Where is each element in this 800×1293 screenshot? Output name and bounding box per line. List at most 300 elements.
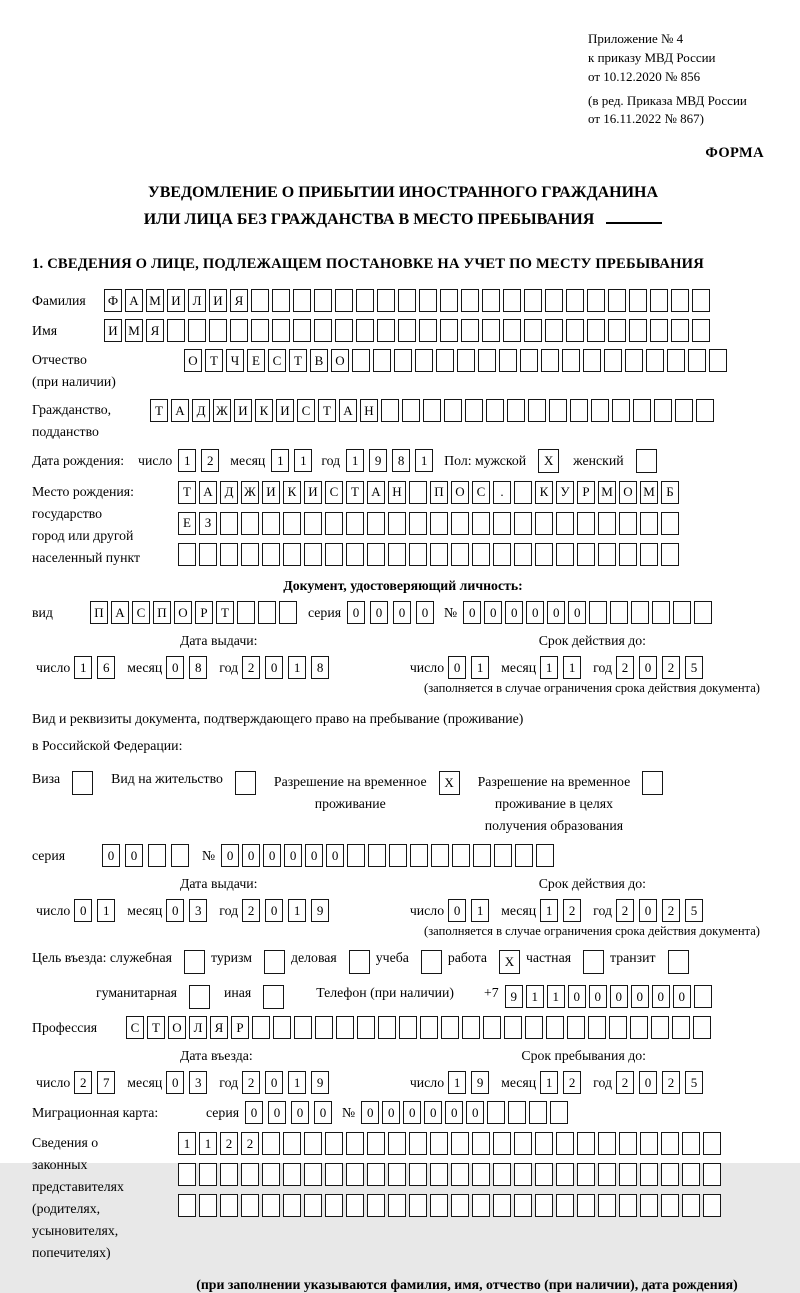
- char-box[interactable]: [430, 1163, 448, 1186]
- char-box[interactable]: [314, 289, 332, 312]
- char-box[interactable]: 0: [445, 1101, 463, 1124]
- char-box[interactable]: [515, 844, 533, 867]
- char-box[interactable]: 2: [241, 1132, 259, 1155]
- char-box[interactable]: [262, 1132, 280, 1155]
- char-box[interactable]: [667, 349, 685, 372]
- char-box[interactable]: [535, 1194, 553, 1217]
- char-box[interactable]: [440, 289, 458, 312]
- char-box[interactable]: [514, 1132, 532, 1155]
- char-box[interactable]: [241, 1163, 259, 1186]
- char-box[interactable]: [294, 1016, 312, 1039]
- char-box[interactable]: [148, 844, 166, 867]
- char-box[interactable]: 0: [393, 601, 411, 624]
- char-box[interactable]: Р: [577, 481, 595, 504]
- char-box[interactable]: 0: [652, 985, 670, 1008]
- char-box[interactable]: Ж: [241, 481, 259, 504]
- purpose-other-checkbox[interactable]: [263, 985, 284, 1009]
- char-box[interactable]: [598, 543, 616, 566]
- char-box[interactable]: [587, 319, 605, 342]
- char-box[interactable]: [241, 1194, 259, 1217]
- char-box[interactable]: [241, 512, 259, 535]
- char-box[interactable]: [304, 1132, 322, 1155]
- char-box[interactable]: [410, 844, 428, 867]
- char-box[interactable]: 0: [424, 1101, 442, 1124]
- char-box[interactable]: 0: [347, 601, 365, 624]
- char-box[interactable]: [577, 512, 595, 535]
- char-box[interactable]: [220, 543, 238, 566]
- char-box[interactable]: 0: [265, 656, 283, 679]
- char-box[interactable]: [661, 1163, 679, 1186]
- char-box[interactable]: [389, 844, 407, 867]
- char-box[interactable]: [367, 1194, 385, 1217]
- char-box[interactable]: [483, 1016, 501, 1039]
- char-box[interactable]: [335, 319, 353, 342]
- char-box[interactable]: 0: [673, 985, 691, 1008]
- char-box[interactable]: [630, 1016, 648, 1039]
- char-box[interactable]: [378, 1016, 396, 1039]
- char-box[interactable]: 0: [639, 656, 657, 679]
- char-box[interactable]: 1: [288, 656, 306, 679]
- char-box[interactable]: [650, 319, 668, 342]
- char-box[interactable]: Л: [188, 289, 206, 312]
- char-box[interactable]: [399, 1016, 417, 1039]
- char-box[interactable]: [545, 319, 563, 342]
- char-box[interactable]: [178, 543, 196, 566]
- char-box[interactable]: О: [451, 481, 469, 504]
- char-box[interactable]: [409, 1163, 427, 1186]
- char-box[interactable]: [652, 601, 670, 624]
- char-box[interactable]: З: [199, 512, 217, 535]
- char-box[interactable]: [535, 1163, 553, 1186]
- char-box[interactable]: [430, 512, 448, 535]
- char-box[interactable]: 2: [242, 1071, 260, 1094]
- char-box[interactable]: [672, 1016, 690, 1039]
- char-box[interactable]: [377, 319, 395, 342]
- char-box[interactable]: Д: [192, 399, 210, 422]
- char-box[interactable]: [598, 1163, 616, 1186]
- char-box[interactable]: 0: [448, 899, 466, 922]
- char-box[interactable]: 0: [547, 601, 565, 624]
- char-box[interactable]: [566, 289, 584, 312]
- char-box[interactable]: [314, 319, 332, 342]
- char-box[interactable]: [409, 1194, 427, 1217]
- char-box[interactable]: [279, 601, 297, 624]
- char-box[interactable]: 0: [639, 899, 657, 922]
- char-box[interactable]: [409, 1132, 427, 1155]
- char-box[interactable]: Т: [150, 399, 168, 422]
- purpose-transit-checkbox[interactable]: [668, 950, 689, 974]
- char-box[interactable]: 1: [178, 1132, 196, 1155]
- char-box[interactable]: Е: [247, 349, 265, 372]
- char-box[interactable]: [625, 349, 643, 372]
- char-box[interactable]: [587, 289, 605, 312]
- char-box[interactable]: 2: [616, 1071, 634, 1094]
- char-box[interactable]: 8: [392, 449, 410, 472]
- char-box[interactable]: 1: [448, 1071, 466, 1094]
- char-box[interactable]: [167, 319, 185, 342]
- char-box[interactable]: [588, 1016, 606, 1039]
- char-box[interactable]: [357, 1016, 375, 1039]
- char-box[interactable]: [472, 512, 490, 535]
- char-box[interactable]: [220, 1194, 238, 1217]
- char-box[interactable]: [493, 543, 511, 566]
- char-box[interactable]: [451, 543, 469, 566]
- char-box[interactable]: К: [255, 399, 273, 422]
- char-box[interactable]: [650, 289, 668, 312]
- char-box[interactable]: 0: [305, 844, 323, 867]
- char-box[interactable]: [409, 543, 427, 566]
- char-box[interactable]: 8: [189, 656, 207, 679]
- char-box[interactable]: 0: [589, 985, 607, 1008]
- char-box[interactable]: 5: [685, 899, 703, 922]
- char-box[interactable]: [556, 512, 574, 535]
- char-box[interactable]: 9: [471, 1071, 489, 1094]
- char-box[interactable]: [220, 1163, 238, 1186]
- char-box[interactable]: С: [268, 349, 286, 372]
- char-box[interactable]: [604, 349, 622, 372]
- char-box[interactable]: [452, 844, 470, 867]
- char-box[interactable]: 1: [294, 449, 312, 472]
- char-box[interactable]: [619, 1163, 637, 1186]
- char-box[interactable]: [629, 319, 647, 342]
- char-box[interactable]: [694, 985, 712, 1008]
- char-box[interactable]: [640, 1163, 658, 1186]
- char-box[interactable]: [524, 289, 542, 312]
- char-box[interactable]: [409, 512, 427, 535]
- char-box[interactable]: [499, 349, 517, 372]
- char-box[interactable]: 2: [662, 656, 680, 679]
- char-box[interactable]: [419, 289, 437, 312]
- char-box[interactable]: [570, 399, 588, 422]
- char-box[interactable]: [283, 1163, 301, 1186]
- char-box[interactable]: 0: [221, 844, 239, 867]
- char-box[interactable]: 0: [361, 1101, 379, 1124]
- char-box[interactable]: [420, 1016, 438, 1039]
- char-box[interactable]: [473, 844, 491, 867]
- char-box[interactable]: А: [367, 481, 385, 504]
- char-box[interactable]: [325, 1163, 343, 1186]
- char-box[interactable]: [682, 1163, 700, 1186]
- char-box[interactable]: [703, 1132, 721, 1155]
- residence-permit-checkbox[interactable]: [235, 771, 256, 795]
- char-box[interactable]: [478, 349, 496, 372]
- char-box[interactable]: [346, 543, 364, 566]
- char-box[interactable]: 1: [178, 449, 196, 472]
- char-box[interactable]: [577, 1132, 595, 1155]
- char-box[interactable]: [524, 319, 542, 342]
- char-box[interactable]: А: [125, 289, 143, 312]
- char-box[interactable]: [388, 543, 406, 566]
- char-box[interactable]: [381, 399, 399, 422]
- char-box[interactable]: [688, 349, 706, 372]
- char-box[interactable]: [493, 1194, 511, 1217]
- char-box[interactable]: [262, 543, 280, 566]
- char-box[interactable]: [556, 1132, 574, 1155]
- char-box[interactable]: А: [339, 399, 357, 422]
- char-box[interactable]: О: [331, 349, 349, 372]
- char-box[interactable]: [325, 1132, 343, 1155]
- char-box[interactable]: С: [325, 481, 343, 504]
- char-box[interactable]: [535, 1132, 553, 1155]
- char-box[interactable]: [199, 1163, 217, 1186]
- char-box[interactable]: 1: [288, 899, 306, 922]
- char-box[interactable]: 2: [563, 1071, 581, 1094]
- char-box[interactable]: И: [104, 319, 122, 342]
- char-box[interactable]: О: [168, 1016, 186, 1039]
- char-box[interactable]: 2: [616, 899, 634, 922]
- char-box[interactable]: 5: [685, 1071, 703, 1094]
- char-box[interactable]: [444, 399, 462, 422]
- char-box[interactable]: [493, 512, 511, 535]
- char-box[interactable]: [325, 543, 343, 566]
- char-box[interactable]: [629, 289, 647, 312]
- char-box[interactable]: [388, 512, 406, 535]
- char-box[interactable]: К: [283, 481, 301, 504]
- char-box[interactable]: [494, 844, 512, 867]
- char-box[interactable]: 6: [97, 656, 115, 679]
- char-box[interactable]: М: [125, 319, 143, 342]
- char-box[interactable]: [188, 319, 206, 342]
- char-box[interactable]: [608, 319, 626, 342]
- char-box[interactable]: 0: [284, 844, 302, 867]
- char-box[interactable]: [336, 1016, 354, 1039]
- char-box[interactable]: [514, 543, 532, 566]
- char-box[interactable]: [694, 601, 712, 624]
- char-box[interactable]: Ч: [226, 349, 244, 372]
- char-box[interactable]: [465, 399, 483, 422]
- char-box[interactable]: [640, 512, 658, 535]
- char-box[interactable]: И: [276, 399, 294, 422]
- char-box[interactable]: 0: [166, 899, 184, 922]
- char-box[interactable]: 0: [403, 1101, 421, 1124]
- char-box[interactable]: [536, 844, 554, 867]
- char-box[interactable]: [472, 1163, 490, 1186]
- char-box[interactable]: [262, 1163, 280, 1186]
- char-box[interactable]: 0: [505, 601, 523, 624]
- char-box[interactable]: 1: [199, 1132, 217, 1155]
- purpose-business-checkbox[interactable]: [349, 950, 370, 974]
- char-box[interactable]: 1: [526, 985, 544, 1008]
- char-box[interactable]: [556, 1163, 574, 1186]
- char-box[interactable]: 1: [471, 656, 489, 679]
- char-box[interactable]: О: [174, 601, 192, 624]
- char-box[interactable]: [367, 1132, 385, 1155]
- char-box[interactable]: [325, 512, 343, 535]
- char-box[interactable]: [661, 1194, 679, 1217]
- char-box[interactable]: 1: [540, 1071, 558, 1094]
- char-box[interactable]: [373, 349, 391, 372]
- char-box[interactable]: 1: [563, 656, 581, 679]
- char-box[interactable]: [472, 543, 490, 566]
- char-box[interactable]: [178, 1194, 196, 1217]
- char-box[interactable]: [423, 399, 441, 422]
- purpose-official-checkbox[interactable]: [184, 950, 205, 974]
- char-box[interactable]: [610, 601, 628, 624]
- char-box[interactable]: .: [493, 481, 511, 504]
- char-box[interactable]: [482, 289, 500, 312]
- char-box[interactable]: [541, 349, 559, 372]
- char-box[interactable]: [528, 399, 546, 422]
- char-box[interactable]: [503, 289, 521, 312]
- char-box[interactable]: 1: [74, 656, 92, 679]
- char-box[interactable]: [609, 1016, 627, 1039]
- char-box[interactable]: [457, 349, 475, 372]
- char-box[interactable]: М: [640, 481, 658, 504]
- char-box[interactable]: 2: [220, 1132, 238, 1155]
- char-box[interactable]: [671, 289, 689, 312]
- char-box[interactable]: [251, 319, 269, 342]
- char-box[interactable]: [367, 512, 385, 535]
- char-box[interactable]: [693, 1016, 711, 1039]
- char-box[interactable]: [661, 512, 679, 535]
- char-box[interactable]: [347, 844, 365, 867]
- char-box[interactable]: Ф: [104, 289, 122, 312]
- char-box[interactable]: [436, 349, 454, 372]
- char-box[interactable]: М: [146, 289, 164, 312]
- char-box[interactable]: [346, 1163, 364, 1186]
- char-box[interactable]: [709, 349, 727, 372]
- char-box[interactable]: [461, 289, 479, 312]
- char-box[interactable]: 0: [265, 899, 283, 922]
- char-box[interactable]: [398, 289, 416, 312]
- visa-checkbox[interactable]: [72, 771, 93, 795]
- char-box[interactable]: И: [304, 481, 322, 504]
- char-box[interactable]: 1: [346, 449, 364, 472]
- char-box[interactable]: 0: [370, 601, 388, 624]
- char-box[interactable]: И: [234, 399, 252, 422]
- purpose-work-checkbox[interactable]: X: [499, 950, 520, 974]
- char-box[interactable]: 0: [631, 985, 649, 1008]
- char-box[interactable]: 2: [242, 656, 260, 679]
- sex-male-checkbox[interactable]: X: [538, 449, 559, 473]
- char-box[interactable]: 2: [242, 899, 260, 922]
- char-box[interactable]: [631, 601, 649, 624]
- char-box[interactable]: Я: [230, 289, 248, 312]
- char-box[interactable]: [472, 1194, 490, 1217]
- char-box[interactable]: [545, 289, 563, 312]
- char-box[interactable]: [525, 1016, 543, 1039]
- char-box[interactable]: Я: [146, 319, 164, 342]
- char-box[interactable]: [549, 399, 567, 422]
- char-box[interactable]: С: [126, 1016, 144, 1039]
- char-box[interactable]: 0: [263, 844, 281, 867]
- char-box[interactable]: [640, 1194, 658, 1217]
- char-box[interactable]: А: [199, 481, 217, 504]
- char-box[interactable]: Н: [388, 481, 406, 504]
- char-box[interactable]: [682, 1194, 700, 1217]
- char-box[interactable]: [562, 349, 580, 372]
- char-box[interactable]: 0: [463, 601, 481, 624]
- char-box[interactable]: 1: [288, 1071, 306, 1094]
- char-box[interactable]: [654, 399, 672, 422]
- purpose-tourism-checkbox[interactable]: [264, 950, 285, 974]
- char-box[interactable]: 0: [610, 985, 628, 1008]
- char-box[interactable]: [640, 1132, 658, 1155]
- char-box[interactable]: 0: [448, 656, 466, 679]
- char-box[interactable]: [514, 481, 532, 504]
- char-box[interactable]: [472, 1132, 490, 1155]
- char-box[interactable]: [451, 1132, 469, 1155]
- char-box[interactable]: О: [619, 481, 637, 504]
- char-box[interactable]: [486, 399, 504, 422]
- char-box[interactable]: [272, 289, 290, 312]
- char-box[interactable]: [640, 543, 658, 566]
- char-box[interactable]: 0: [326, 844, 344, 867]
- char-box[interactable]: 2: [201, 449, 219, 472]
- char-box[interactable]: [440, 319, 458, 342]
- char-box[interactable]: [209, 319, 227, 342]
- char-box[interactable]: [598, 512, 616, 535]
- char-box[interactable]: У: [556, 481, 574, 504]
- char-box[interactable]: 0: [74, 899, 92, 922]
- char-box[interactable]: [567, 1016, 585, 1039]
- char-box[interactable]: [258, 601, 276, 624]
- char-box[interactable]: [661, 1132, 679, 1155]
- char-box[interactable]: [514, 512, 532, 535]
- char-box[interactable]: [633, 399, 651, 422]
- char-box[interactable]: П: [153, 601, 171, 624]
- char-box[interactable]: [598, 1132, 616, 1155]
- char-box[interactable]: [272, 319, 290, 342]
- char-box[interactable]: [398, 319, 416, 342]
- char-box[interactable]: [273, 1016, 291, 1039]
- char-box[interactable]: [283, 543, 301, 566]
- char-box[interactable]: [535, 543, 553, 566]
- char-box[interactable]: 0: [242, 844, 260, 867]
- char-box[interactable]: [675, 399, 693, 422]
- char-box[interactable]: 2: [74, 1071, 92, 1094]
- char-box[interactable]: 2: [662, 1071, 680, 1094]
- char-box[interactable]: [356, 319, 374, 342]
- char-box[interactable]: 0: [291, 1101, 309, 1124]
- char-box[interactable]: [388, 1163, 406, 1186]
- char-box[interactable]: [507, 399, 525, 422]
- char-box[interactable]: 1: [540, 899, 558, 922]
- char-box[interactable]: Т: [147, 1016, 165, 1039]
- char-box[interactable]: [535, 512, 553, 535]
- char-box[interactable]: 2: [616, 656, 634, 679]
- char-box[interactable]: К: [535, 481, 553, 504]
- purpose-humanitarian-checkbox[interactable]: [189, 985, 210, 1009]
- char-box[interactable]: [346, 1194, 364, 1217]
- char-box[interactable]: 7: [97, 1071, 115, 1094]
- char-box[interactable]: Ж: [213, 399, 231, 422]
- char-box[interactable]: [430, 1132, 448, 1155]
- char-box[interactable]: [566, 319, 584, 342]
- char-box[interactable]: [546, 1016, 564, 1039]
- char-box[interactable]: 0: [314, 1101, 332, 1124]
- char-box[interactable]: Р: [195, 601, 213, 624]
- char-box[interactable]: [482, 319, 500, 342]
- char-box[interactable]: [503, 319, 521, 342]
- char-box[interactable]: [673, 601, 691, 624]
- char-box[interactable]: Т: [216, 601, 234, 624]
- char-box[interactable]: Я: [210, 1016, 228, 1039]
- char-box[interactable]: [462, 1016, 480, 1039]
- char-box[interactable]: [293, 289, 311, 312]
- char-box[interactable]: [199, 543, 217, 566]
- char-box[interactable]: 0: [484, 601, 502, 624]
- char-box[interactable]: Е: [178, 512, 196, 535]
- char-box[interactable]: 9: [311, 1071, 329, 1094]
- char-box[interactable]: [283, 1132, 301, 1155]
- char-box[interactable]: [619, 1132, 637, 1155]
- char-box[interactable]: [178, 1163, 196, 1186]
- char-box[interactable]: [419, 319, 437, 342]
- char-box[interactable]: 0: [639, 1071, 657, 1094]
- char-box[interactable]: П: [90, 601, 108, 624]
- char-box[interactable]: 8: [311, 656, 329, 679]
